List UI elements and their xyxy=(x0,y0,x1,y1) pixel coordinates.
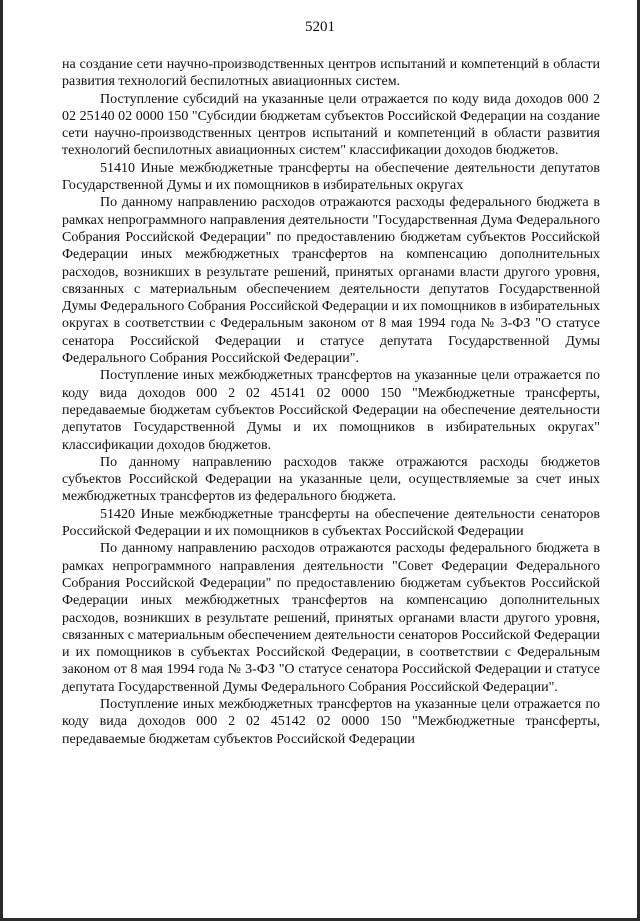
page-number: 5201 xyxy=(305,19,335,35)
paragraph-subsidy-income-code: Поступление субсидий на указанные цели отражается по коду вида доходов 000 2 02 25140 02 0000 150 "Субсидии бюджетам субъектов Российской Федерации на создание сети научно-производственных центров испытаний и компетенций в области развития технологий беспилотных авиационных систем" классификации доходов бюджетов. xyxy=(62,91,600,159)
paragraph-51420-income-code: Поступление иных межбюджетных трансфертов на указанные цели отражается по коду вида доходов 000 2 02 45142 02 0000 150 "Межбюджетные трансферты, передаваемые бюджетам субъектов Российской Федерации xyxy=(62,696,600,747)
scan-edge-left xyxy=(0,0,3,921)
paragraph-51410-regional-expenses: По данному направлению расходов также отражаются расходы бюджетов субъектов Российской Федерации на указанные цели, осуществляемые за счет иных межбюджетных трансфертов из федерального бюджета. xyxy=(62,454,600,505)
paragraph-51420-expenses: По данному направлению расходов отражаются расходы федерального бюджета в рамках непрограммного направления деятельности "Совет Федерации Федерального Собрания Российской Федерации" по предоставлению бюджетам субъектов Российской Федерации иных межбюджетных трансфертов на компенсацию дополнительных расходов, возникших в результате решений, принятых органами власти другого уровня, связанных с материальным обеспечением деятельности сенаторов Российской Федерации и их помощников в субъектах Российской Федерации, в соответствии с Федеральным законом от 8 мая 1994 года № 3-ФЗ "О статусе сенатора Российской Федерации и статусе депутата Государственной Думы Федерального Собрания Российской Федерации". xyxy=(62,541,600,695)
paragraph-continuation: на создание сети научно-производственных центров испытаний и компетенций в области развития технологий беспилотных авиационных систем. xyxy=(62,57,600,90)
paragraph-51410-expenses: По данному направлению расходов отражаются расходы федерального бюджета в рамках непрограммного направления деятельности "Государственная Дума Федерального Собрания Российской Федерации" по предоставлению бюджетам субъектов Российской Федерации иных межбюджетных трансфертов на компенсацию дополнительных расходов, возникших в результате решений, принятых органами власти другого уровня, связанных с материальным обеспечением деятельности депутатов Государственной Думы Федерального Собрания Российской Федерации и их помощников в избирательных округах в соответствии с Федеральным законом от 8 мая 1994 года № 3-ФЗ "О статусе сенатора Российской Федерации и статусе депутата Государственной Думы Федерального Собрания Российской Федерации". xyxy=(62,195,600,367)
document-body xyxy=(62,56,600,748)
paragraph-51410-income-code: Поступление иных межбюджетных трансфертов на указанные цели отражается по коду вида доходов 000 2 02 45141 02 0000 150 "Межбюджетные трансферты, передаваемые бюджетам субъектов Российской Федерации на обеспечение деятельности депутатов Государственной Думы и их помощников в избирательных округах" классификации доходов бюджетов. xyxy=(62,368,600,453)
section-heading-51420: 51420 Иные межбюджетные трансферты на обеспечение деятельности сенаторов Российской Федерации и их помощников в субъектах Российской Федерации xyxy=(62,506,600,540)
section-heading-51410: 51410 Иные межбюджетные трансферты на обеспечение деятельности депутатов Государственной Думы и их помощников в избирательных округах xyxy=(62,160,600,194)
